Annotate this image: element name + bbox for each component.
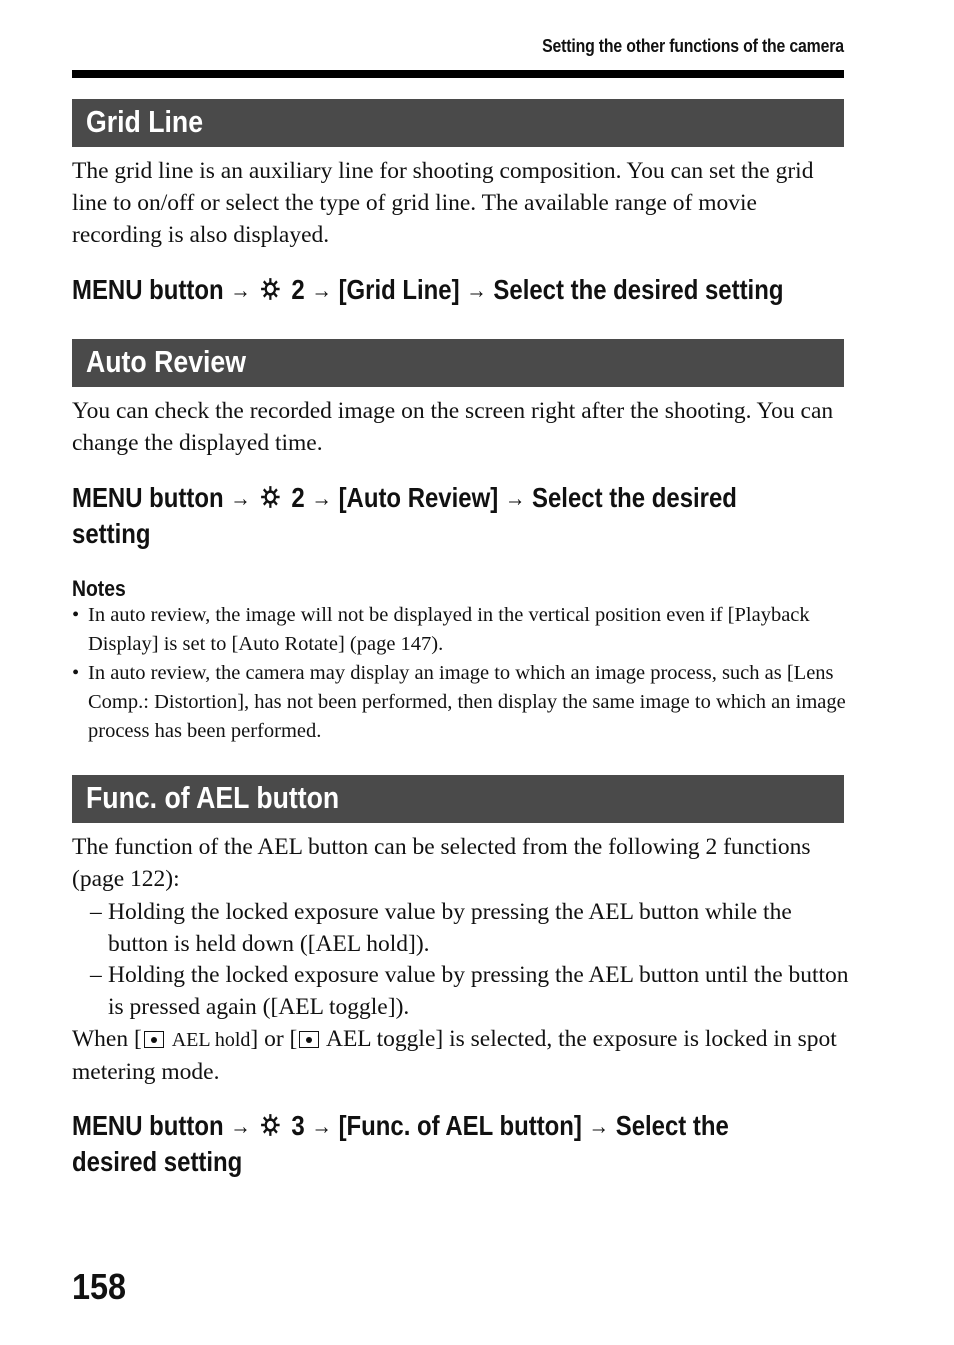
auto-review-description: You can check the recorded image on the screen right after the shooting. You can change the displayed time. <box>72 398 834 456</box>
header-rule <box>72 70 844 78</box>
bullet: • <box>72 604 80 626</box>
menu-start: MENU button <box>72 274 224 305</box>
menu-end: Select the desired setting <box>493 274 784 305</box>
arrow-icon: → <box>466 277 487 304</box>
menu-item: [Func. of AEL button] <box>338 1110 582 1141</box>
menu-tab-number: 2 <box>291 482 305 513</box>
gear-icon <box>259 276 281 302</box>
arrow-icon: → <box>311 485 332 512</box>
menu-start: MENU button <box>72 1110 224 1141</box>
section-header-auto-review <box>72 339 844 387</box>
menu-end: Select the desired <box>532 482 737 513</box>
ael-description: The function of the AEL button can be selected from the following 2 functions (page 122): <box>72 834 811 892</box>
page-number: 158 <box>72 1266 127 1307</box>
arrow-icon: → <box>588 1113 610 1140</box>
bullet: • <box>72 662 80 684</box>
ael-menu-path <box>72 1108 842 1179</box>
menu-item: [Grid Line] <box>338 274 460 305</box>
dash: – <box>90 962 102 988</box>
spot-text-part: AEL toggle] is selected, the exposure is locked in spot metering mode. <box>72 1026 837 1085</box>
gear-icon <box>259 1112 281 1138</box>
section-header-ael-button <box>72 775 844 823</box>
spot-metering-icon <box>299 1031 319 1048</box>
menu-end-continued: desired setting <box>72 1146 243 1177</box>
menu-end: Select the <box>615 1110 729 1141</box>
arrow-icon: → <box>230 277 251 304</box>
dash: – <box>90 899 102 925</box>
spot-text-part: ] or [ <box>250 1026 298 1052</box>
spot-text-part: When [ <box>72 1026 142 1052</box>
menu-start: MENU button <box>72 482 224 513</box>
spot-text-part: AEL hold <box>171 1029 251 1051</box>
note-text: In auto review, the camera may display an image to which an image process, such as [Lens Comp.: Distortion], has not been performed, then display the same image to which an image process has been performed. <box>88 662 846 742</box>
section-header-grid-line <box>72 99 844 147</box>
gear-icon <box>259 484 281 510</box>
section-title: Func. of AEL button <box>86 780 340 815</box>
arrow-icon: → <box>230 485 251 512</box>
section-title: Grid Line <box>86 104 204 139</box>
grid-line-menu-path <box>72 272 842 308</box>
arrow-icon: → <box>311 1113 332 1140</box>
arrow-icon: → <box>230 1113 251 1140</box>
spot-metering-note <box>72 1023 847 1088</box>
section-title: Auto Review <box>86 344 246 379</box>
arrow-icon: → <box>504 485 526 512</box>
ael-option-item <box>90 896 850 960</box>
grid-line-description: The grid line is an auxiliary line for shooting composition. You can set the grid line to on/off or select the type of grid line. The available range of movie recording is also displayed. <box>72 158 814 248</box>
running-header: Setting the other functions of the camera <box>542 36 844 56</box>
ael-option-text: Holding the locked exposure value by pressing the AEL button while the button is held down ([AEL hold]). <box>108 899 792 957</box>
note-item <box>72 659 852 746</box>
menu-item: [Auto Review] <box>338 482 499 513</box>
menu-tab-number: 3 <box>291 1110 305 1141</box>
note-item <box>72 601 852 659</box>
auto-review-menu-path <box>72 480 842 551</box>
ael-option-item <box>90 959 850 1023</box>
menu-tab-number: 2 <box>291 274 305 305</box>
ael-option-text: Holding the locked exposure value by pressing the AEL button until the button is pressed again ([AEL toggle]). <box>108 962 849 1020</box>
menu-end-continued: setting <box>72 518 151 549</box>
note-text: In auto review, the image will not be displayed in the vertical position even if [Playback Display] is set to [Auto Rotate] (page 147). <box>88 604 810 655</box>
spot-metering-icon <box>144 1031 164 1048</box>
notes-heading: Notes <box>72 576 126 601</box>
arrow-icon: → <box>311 277 332 304</box>
